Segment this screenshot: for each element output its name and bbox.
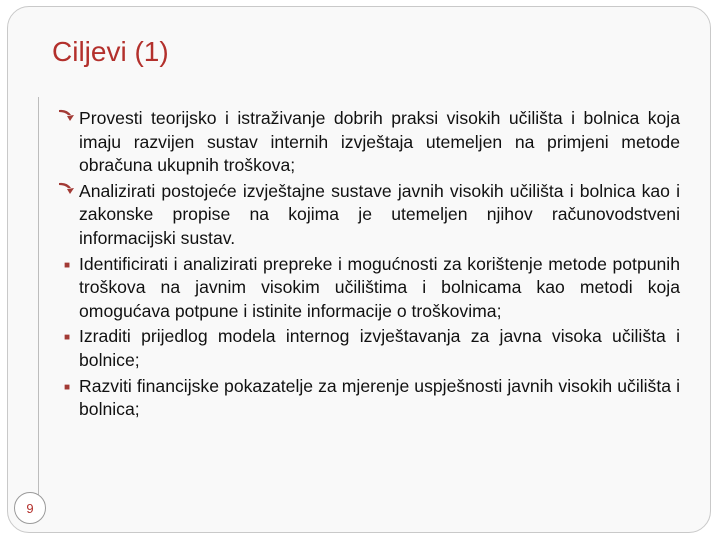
slide-frame <box>7 6 711 533</box>
list-item-text: Analizirati postojeće izvještajne sustave javnih visokih učilišta i bolnica kao i zakonske propise na kojima je utemeljen njihov računovodstveni informacijski sustav. <box>79 180 680 248</box>
list-item <box>58 180 680 251</box>
bullet-list <box>58 107 680 424</box>
arrow-bullet-icon <box>58 107 76 132</box>
square-bullet-icon: ■ <box>64 381 71 393</box>
page-number-badge <box>14 492 46 524</box>
page-number: 9 <box>26 500 34 516</box>
list-item <box>58 375 680 422</box>
list-item-text: Razviti financijske pokazatelje za mjerenje uspješnosti javnih visokih učilišta i bolnica; <box>79 375 680 420</box>
square-bullet-icon: ■ <box>64 332 71 344</box>
arrow-bullet-icon <box>58 180 76 205</box>
list-item-text: Identificirati i analizirati prepreke i mogućnosti za korištenje metode potpunih troškova na javnim visokim učilištima i bolnicama kao metodi koja omogućava potpune i istinite informacije o troškovima; <box>79 253 680 321</box>
list-item-text: Izraditi prijedlog modela internog izvještavanja za javna visoka učilišta i bolnice; <box>79 326 680 370</box>
list-item <box>58 253 680 324</box>
list-item <box>58 325 680 372</box>
list-item <box>58 107 680 178</box>
left-divider-line <box>38 97 39 497</box>
square-bullet-icon: ■ <box>64 259 71 271</box>
slide-title: Ciljevi (1) <box>52 36 169 67</box>
list-item-text: Provesti teorijsko i istraživanje dobrih praksi visokih učilišta i bolnica koja imaju razvijen sustav internih izvještaja utemeljen na primjeni metode obračuna ukupnih troškova; <box>79 108 680 176</box>
